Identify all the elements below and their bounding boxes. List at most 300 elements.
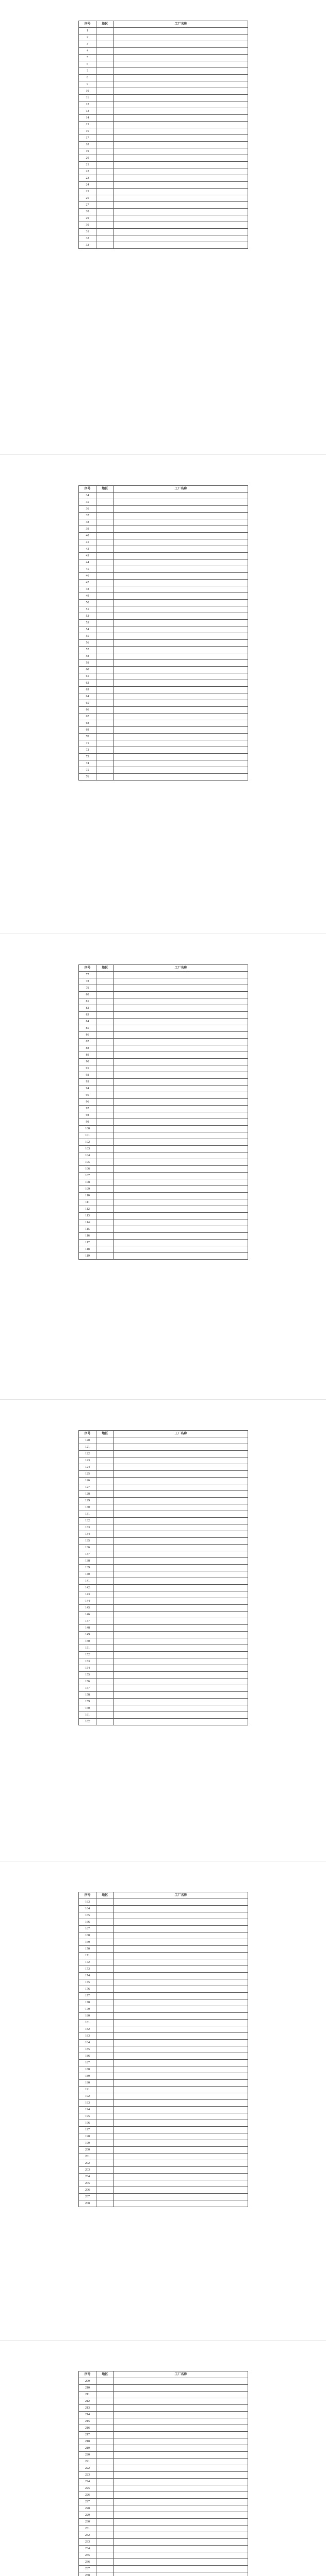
- row-factory-name: [114, 2485, 248, 2492]
- row-region: [96, 2398, 114, 2405]
- row-factory-name: [114, 1099, 248, 1106]
- row-region: [96, 2539, 114, 2546]
- table-row: [79, 1072, 248, 1079]
- row-factory-name: [114, 2147, 248, 2154]
- row-region: [96, 1052, 114, 1059]
- row-number: 175: [79, 1979, 96, 1986]
- row-number: 82: [79, 1005, 96, 1012]
- row-region: [96, 580, 114, 586]
- row-factory-name: [114, 1126, 248, 1132]
- row-number: 215: [79, 2418, 96, 2425]
- row-region: [96, 215, 114, 222]
- row-number: 49: [79, 593, 96, 600]
- row-region: [96, 673, 114, 680]
- row-number: 22: [79, 168, 96, 175]
- row-number: 3: [79, 41, 96, 48]
- row-number: 220: [79, 2452, 96, 2459]
- table-row: [79, 135, 248, 142]
- table-row: [79, 1186, 248, 1193]
- row-number: 229: [79, 2512, 96, 2519]
- row-factory-name: [114, 81, 248, 88]
- table-row: [79, 2499, 248, 2505]
- row-factory-name: [114, 1672, 248, 1679]
- row-factory-name: [114, 1112, 248, 1119]
- table-row: [79, 660, 248, 667]
- row-region: [96, 526, 114, 533]
- row-region: [96, 1585, 114, 1591]
- row-factory-name: [114, 1966, 248, 1973]
- table-row: [79, 2526, 248, 2532]
- row-factory-name: [114, 2532, 248, 2539]
- table-row: [79, 2398, 248, 2405]
- table-row: [79, 2512, 248, 2519]
- table-row: [79, 1213, 248, 1219]
- table-row: [79, 1946, 248, 1953]
- table-row: [79, 1240, 248, 1246]
- row-region: [96, 1618, 114, 1625]
- row-region: [96, 1458, 114, 1464]
- row-factory-name: [114, 101, 248, 108]
- row-number: 142: [79, 1585, 96, 1591]
- row-region: [96, 2552, 114, 2559]
- row-factory-name: [114, 734, 248, 740]
- table-row: [79, 1518, 248, 1524]
- row-region: [96, 546, 114, 553]
- row-number: 189: [79, 2073, 96, 2080]
- table-row: [79, 2046, 248, 2053]
- row-number: 109: [79, 1186, 96, 1193]
- row-factory-name: [114, 1173, 248, 1179]
- row-region: [96, 727, 114, 734]
- row-number: 126: [79, 1478, 96, 1484]
- row-region: [96, 1993, 114, 1999]
- row-region: [96, 760, 114, 767]
- table-row: [79, 626, 248, 633]
- table-row: [79, 687, 248, 693]
- row-region: [96, 2187, 114, 2194]
- row-number: 108: [79, 1179, 96, 1186]
- row-number: 214: [79, 2412, 96, 2418]
- row-factory-name: [114, 1612, 248, 1618]
- row-number: 61: [79, 673, 96, 680]
- row-region: [96, 1213, 114, 1219]
- table-row: [79, 2006, 248, 2013]
- row-region: [96, 972, 114, 978]
- table-row: [79, 620, 248, 626]
- table-row: [79, 2020, 248, 2026]
- row-factory-name: [114, 1558, 248, 1565]
- row-number: 43: [79, 553, 96, 560]
- table-row: [79, 1025, 248, 1032]
- row-region: [96, 2013, 114, 2020]
- row-factory-name: [114, 2412, 248, 2418]
- row-number: 199: [79, 2140, 96, 2147]
- table-row: [79, 985, 248, 992]
- table-row: [79, 2418, 248, 2425]
- table-row: [79, 81, 248, 88]
- row-region: [96, 1979, 114, 1986]
- table-row: [79, 35, 248, 41]
- row-number: 11: [79, 95, 96, 101]
- row-factory-name: [114, 774, 248, 781]
- row-factory-name: [114, 2465, 248, 2472]
- row-factory-name: [114, 235, 248, 242]
- row-region: [96, 1558, 114, 1565]
- row-region: [96, 1206, 114, 1213]
- table-row: [79, 2412, 248, 2418]
- table-row: [79, 573, 248, 580]
- row-factory-name: [114, 1979, 248, 1986]
- row-region: [96, 135, 114, 142]
- row-region: [96, 593, 114, 600]
- table-row: [79, 1906, 248, 1912]
- table-row: [79, 2572, 248, 2576]
- row-number: 85: [79, 1025, 96, 1032]
- row-factory-name: [114, 2459, 248, 2465]
- row-number: 75: [79, 767, 96, 774]
- row-region: [96, 1511, 114, 1518]
- row-number: 157: [79, 1685, 96, 1692]
- row-number: 134: [79, 1531, 96, 1538]
- row-number: 54: [79, 626, 96, 633]
- row-factory-name: [114, 606, 248, 613]
- row-number: 141: [79, 1578, 96, 1585]
- table-row: [79, 222, 248, 229]
- row-number: 176: [79, 1986, 96, 1993]
- row-number: 107: [79, 1173, 96, 1179]
- row-number: 232: [79, 2532, 96, 2539]
- row-factory-name: [114, 2438, 248, 2445]
- row-region: [96, 519, 114, 526]
- row-region: [96, 1437, 114, 1444]
- row-number: 217: [79, 2432, 96, 2438]
- row-number: 186: [79, 2053, 96, 2060]
- document-page-4: [0, 1430, 326, 1725]
- row-number: 44: [79, 560, 96, 566]
- table-row: [79, 2566, 248, 2572]
- row-number: 64: [79, 693, 96, 700]
- row-factory-name: [114, 1605, 248, 1612]
- row-region: [96, 2053, 114, 2060]
- row-number: 60: [79, 667, 96, 673]
- row-factory-name: [114, 2385, 248, 2392]
- table-row: [79, 1538, 248, 1545]
- row-region: [96, 1173, 114, 1179]
- table-row: [79, 1638, 248, 1645]
- table-row: [79, 1005, 248, 1012]
- row-number: 171: [79, 1953, 96, 1959]
- column-header-factory: 工厂名称: [114, 2371, 248, 2378]
- row-factory-name: [114, 2526, 248, 2532]
- row-factory-name: [114, 28, 248, 35]
- row-number: 223: [79, 2472, 96, 2479]
- row-factory-name: [114, 1079, 248, 1086]
- row-factory-name: [114, 2194, 248, 2200]
- row-factory-name: [114, 2492, 248, 2499]
- table-row: [79, 2194, 248, 2200]
- table-row: [79, 2459, 248, 2465]
- row-factory-name: [114, 2472, 248, 2479]
- row-region: [96, 1685, 114, 1692]
- row-number: 34: [79, 493, 96, 499]
- row-number: 197: [79, 2127, 96, 2133]
- row-factory-name: [114, 972, 248, 978]
- row-region: [96, 720, 114, 727]
- table-row: [79, 680, 248, 687]
- row-number: 6: [79, 61, 96, 68]
- row-factory-name: [114, 1625, 248, 1632]
- row-region: [96, 2180, 114, 2187]
- row-number: 208: [79, 2200, 96, 2207]
- row-number: 9: [79, 81, 96, 88]
- row-factory-name: [114, 2026, 248, 2033]
- row-factory-name: [114, 1032, 248, 1039]
- row-number: 84: [79, 1019, 96, 1025]
- row-region: [96, 175, 114, 182]
- row-region: [96, 1605, 114, 1612]
- row-factory-name: [114, 1219, 248, 1226]
- row-region: [96, 1166, 114, 1173]
- row-number: 87: [79, 1039, 96, 1045]
- row-number: 218: [79, 2438, 96, 2445]
- row-region: [96, 2572, 114, 2576]
- row-region: [96, 2160, 114, 2167]
- row-factory-name: [114, 1632, 248, 1638]
- row-number: 112: [79, 1206, 96, 1213]
- row-region: [96, 1186, 114, 1193]
- table-row: [79, 1558, 248, 1565]
- row-region: [96, 1253, 114, 1260]
- row-region: [96, 1538, 114, 1545]
- row-number: 71: [79, 740, 96, 747]
- row-factory-name: [114, 1039, 248, 1045]
- table-row: [79, 229, 248, 235]
- row-number: 59: [79, 660, 96, 667]
- row-factory-name: [114, 720, 248, 727]
- row-factory-name: [114, 1025, 248, 1032]
- row-factory-name: [114, 1072, 248, 1079]
- row-region: [96, 242, 114, 249]
- row-number: 74: [79, 760, 96, 767]
- row-region: [96, 1919, 114, 1926]
- table-row: [79, 2532, 248, 2539]
- row-number: 102: [79, 1139, 96, 1146]
- table-row: [79, 1199, 248, 1206]
- row-factory-name: [114, 1679, 248, 1685]
- row-factory-name: [114, 1719, 248, 1725]
- row-factory-name: [114, 1213, 248, 1219]
- row-region: [96, 1491, 114, 1498]
- row-region: [96, 1953, 114, 1959]
- row-region: [96, 115, 114, 122]
- table-row: [79, 593, 248, 600]
- row-number: 20: [79, 155, 96, 162]
- row-factory-name: [114, 1478, 248, 1484]
- table-row: [79, 2093, 248, 2100]
- row-region: [96, 2140, 114, 2147]
- row-factory-name: [114, 693, 248, 700]
- table-row: [79, 2026, 248, 2033]
- row-factory-name: [114, 2445, 248, 2452]
- table-row: [79, 1625, 248, 1632]
- row-region: [96, 75, 114, 81]
- row-region: [96, 202, 114, 209]
- table-header-row: [79, 486, 248, 493]
- row-number: 169: [79, 1939, 96, 1946]
- row-factory-name: [114, 580, 248, 586]
- row-factory-name: [114, 1591, 248, 1598]
- row-region: [96, 1139, 114, 1146]
- row-factory-name: [114, 2020, 248, 2026]
- row-number: 117: [79, 1240, 96, 1246]
- table-row: [79, 1953, 248, 1959]
- table-row: [79, 48, 248, 55]
- row-factory-name: [114, 1551, 248, 1558]
- row-region: [96, 707, 114, 714]
- row-number: 230: [79, 2519, 96, 2526]
- row-region: [96, 41, 114, 48]
- table-row: [79, 1451, 248, 1458]
- table-row: [79, 75, 248, 81]
- table-row: [79, 700, 248, 707]
- row-factory-name: [114, 2113, 248, 2120]
- table-row: [79, 1219, 248, 1226]
- row-number: 56: [79, 640, 96, 647]
- row-region: [96, 1045, 114, 1052]
- row-factory-name: [114, 2053, 248, 2060]
- row-factory-name: [114, 2100, 248, 2107]
- row-number: 104: [79, 1153, 96, 1159]
- document-page-1: [0, 21, 326, 249]
- row-factory-name: [114, 978, 248, 985]
- row-factory-name: [114, 2080, 248, 2087]
- row-region: [96, 978, 114, 985]
- table-row: [79, 2559, 248, 2566]
- row-factory-name: [114, 553, 248, 560]
- row-region: [96, 189, 114, 195]
- row-region: [96, 1598, 114, 1605]
- row-number: 32: [79, 235, 96, 242]
- row-region: [96, 1625, 114, 1632]
- row-region: [96, 2167, 114, 2174]
- table-row: [79, 506, 248, 513]
- table-row: [79, 519, 248, 526]
- row-factory-name: [114, 2539, 248, 2546]
- table-row: [79, 1119, 248, 1126]
- row-factory-name: [114, 593, 248, 600]
- row-number: 235: [79, 2552, 96, 2559]
- row-number: 116: [79, 1233, 96, 1240]
- row-region: [96, 1565, 114, 1571]
- row-number: 4: [79, 48, 96, 55]
- table-row: [79, 2167, 248, 2174]
- row-region: [96, 2485, 114, 2492]
- row-factory-name: [114, 1199, 248, 1206]
- row-number: 196: [79, 2120, 96, 2127]
- row-number: 96: [79, 1099, 96, 1106]
- table-row: [79, 747, 248, 754]
- row-factory-name: [114, 1504, 248, 1511]
- row-region: [96, 2385, 114, 2392]
- table-row: [79, 1464, 248, 1471]
- table-row: [79, 2519, 248, 2526]
- row-factory-name: [114, 620, 248, 626]
- table-row: [79, 1719, 248, 1725]
- row-number: 184: [79, 2040, 96, 2046]
- row-number: 149: [79, 1632, 96, 1638]
- table-row: [79, 1912, 248, 1919]
- table-row: [79, 101, 248, 108]
- row-factory-name: [114, 1005, 248, 1012]
- row-number: 12: [79, 101, 96, 108]
- row-region: [96, 2100, 114, 2107]
- table-row: [79, 2425, 248, 2432]
- row-number: 133: [79, 1524, 96, 1531]
- row-factory-name: [114, 2073, 248, 2080]
- table-row: [79, 2200, 248, 2207]
- row-region: [96, 1679, 114, 1685]
- row-number: 24: [79, 182, 96, 189]
- row-factory-name: [114, 1993, 248, 1999]
- row-region: [96, 1672, 114, 1679]
- row-number: 238: [79, 2572, 96, 2576]
- row-region: [96, 35, 114, 41]
- row-region: [96, 1086, 114, 1092]
- row-number: 48: [79, 586, 96, 593]
- row-factory-name: [114, 2559, 248, 2566]
- table-row: [79, 2445, 248, 2452]
- row-number: 179: [79, 2006, 96, 2013]
- row-factory-name: [114, 1206, 248, 1213]
- row-number: 27: [79, 202, 96, 209]
- row-region: [96, 1451, 114, 1458]
- table-row: [79, 1159, 248, 1166]
- table-row: [79, 115, 248, 122]
- row-region: [96, 740, 114, 747]
- table-row: [79, 1578, 248, 1585]
- row-number: 53: [79, 620, 96, 626]
- table-row: [79, 1511, 248, 1518]
- row-region: [96, 660, 114, 667]
- row-factory-name: [114, 2519, 248, 2526]
- row-number: 51: [79, 606, 96, 613]
- row-number: 198: [79, 2133, 96, 2140]
- row-region: [96, 2040, 114, 2046]
- row-region: [96, 1233, 114, 1240]
- row-factory-name: [114, 148, 248, 155]
- row-factory-name: [114, 767, 248, 774]
- table-row: [79, 1672, 248, 1679]
- row-number: 119: [79, 1253, 96, 1260]
- row-factory-name: [114, 135, 248, 142]
- row-number: 131: [79, 1511, 96, 1518]
- row-factory-name: [114, 2006, 248, 2013]
- row-number: 219: [79, 2445, 96, 2452]
- table-row: [79, 122, 248, 128]
- row-number: 25: [79, 189, 96, 195]
- row-factory-name: [114, 1999, 248, 2006]
- row-factory-name: [114, 1132, 248, 1139]
- row-factory-name: [114, 1953, 248, 1959]
- row-factory-name: [114, 1524, 248, 1531]
- row-number: 13: [79, 108, 96, 115]
- row-factory-name: [114, 2512, 248, 2519]
- row-factory-name: [114, 573, 248, 580]
- row-number: 132: [79, 1518, 96, 1524]
- row-number: 113: [79, 1213, 96, 1219]
- row-number: 224: [79, 2479, 96, 2485]
- row-factory-name: [114, 1153, 248, 1159]
